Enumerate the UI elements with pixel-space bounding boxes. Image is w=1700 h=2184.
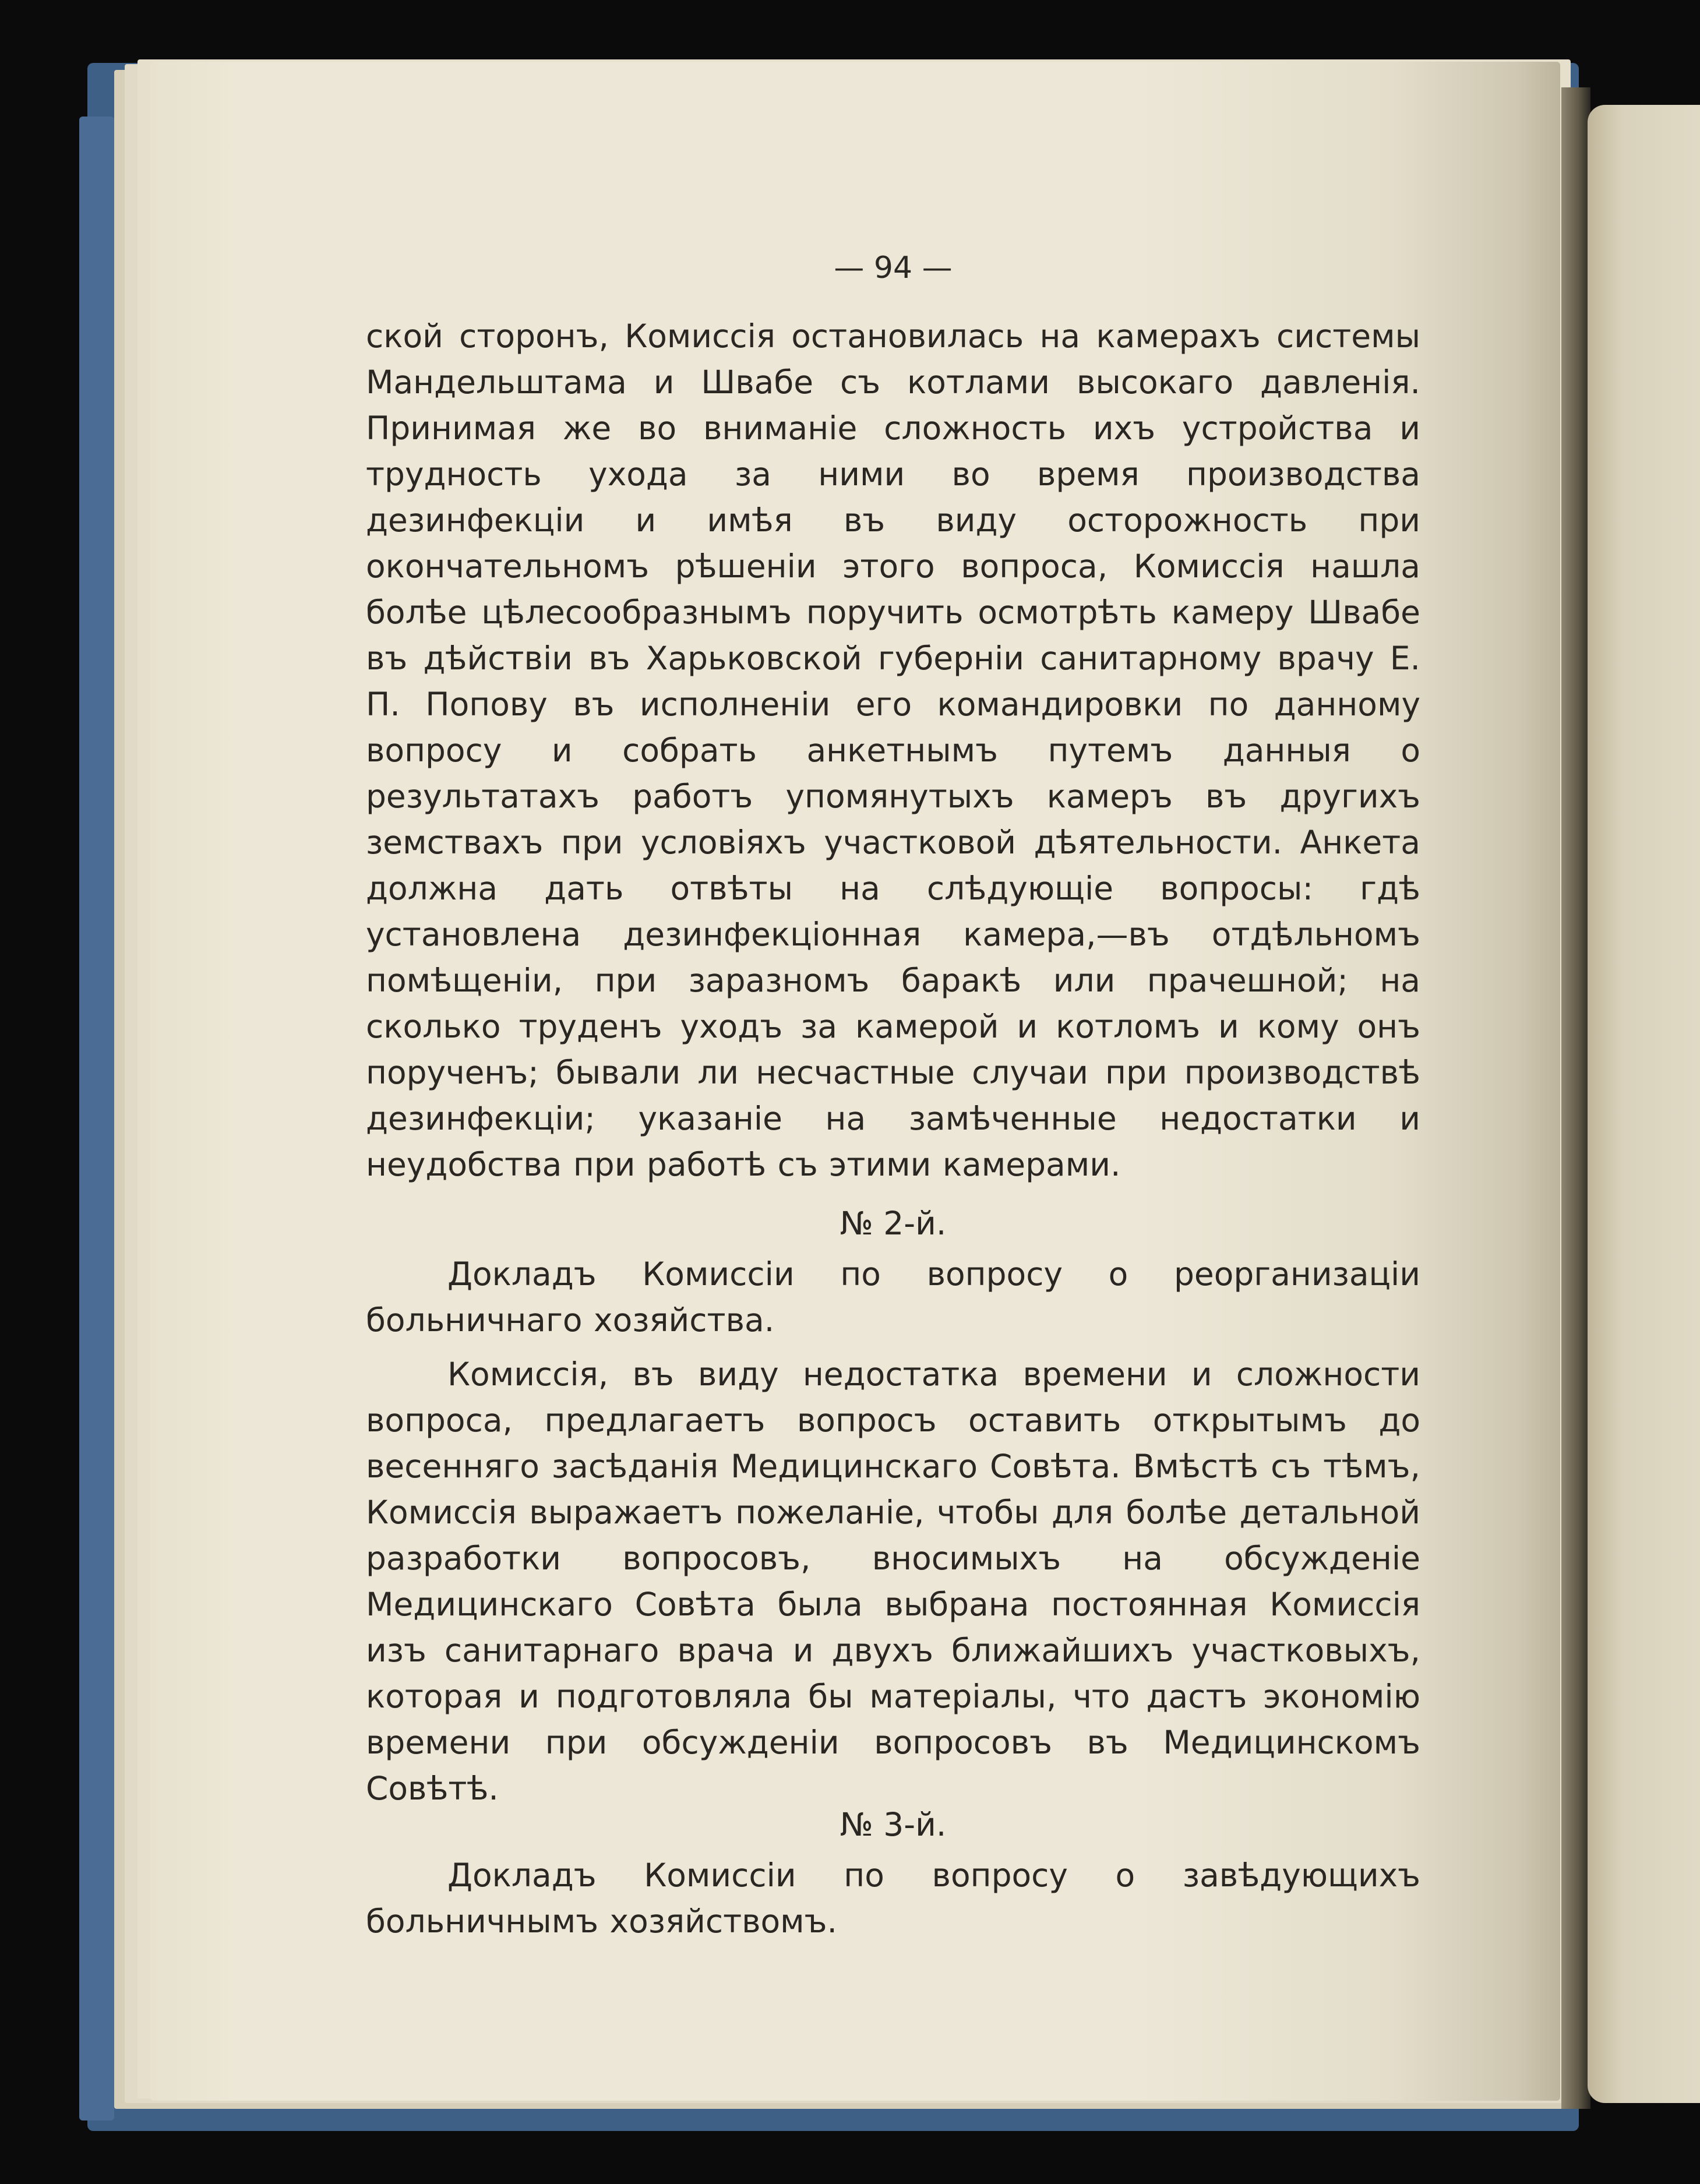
paragraph-report-3-title: Докладъ Комиссіи по вопросу о завѣдующихъ больничнымъ хозяйствомъ.	[366, 1857, 1420, 1940]
paragraph-report-2-body: Комиссія, въ виду недостатка времени и сложности вопроса, предлагаетъ вопросъ оставить открытымъ до весенняго засѣданія Медицинскаго Совѣта. Вмѣстѣ съ тѣмъ, Комиссія выражаетъ пожеланіе, чтобы для болѣе детальной разработки вопросовъ, вносимыхъ на обсужденіе Медицинскаго Совѣта была выбрана постоянная Комиссія изъ санитарнаго врача и двухъ ближайшихъ участковыхъ, которая и подготовляла бы матеріалы, что дастъ экономію времени при обсужденіи вопросовъ въ Медицинскомъ Совѣтѣ.	[366, 1356, 1420, 1807]
book-gutter	[1561, 87, 1590, 2109]
section-heading-2: № 2-й.	[840, 1205, 947, 1242]
section-heading-3: № 3-й.	[840, 1806, 947, 1843]
book-cover-edge	[79, 117, 114, 2121]
paragraph-camera-survey: ской сторонъ, Комиссія остановилась на камерахъ системы Мандельштама и Швабе съ котлами высокаго давленія. Принимая же во вниманіе сложность ихъ устройства и трудность ухода за ними во время производства дезинфекціи и имѣя въ виду осторожность при окончательномъ рѣшеніи этого вопроса, Комиссія нашла болѣе цѣлесообразнымъ поручить осмотрѣть камеру Швабе въ дѣйствіи въ Харьковской губерніи санитарному врачу Е. П. Попову въ исполненіи его командировки по данному вопросу и собрать анкетнымъ путемъ данныя о результатахъ работъ упомянутыхъ камеръ въ другихъ земствахъ при условіяхъ участковой дѣятельности. Анкета должна дать отвѣты на слѣдующіе вопросы: гдѣ установлена дезинфекціонная камера,—въ отдѣльномъ помѣщеніи, при заразномъ баракѣ или прачешной; на сколько труденъ уходъ за камерой и котломъ и кому онъ порученъ; бывали ли несчастные случаи при производствѣ дезинфекціи; указаніе на замѣченные недостатки и неудобства при работѣ съ этими камерами.	[366, 317, 1420, 1183]
page-number: — 94 —	[834, 250, 953, 285]
facing-page	[1588, 105, 1700, 2103]
paragraph-report-2-title: Докладъ Комиссіи по вопросу о реорганизаціи больничнаго хозяйства.	[366, 1255, 1420, 1339]
